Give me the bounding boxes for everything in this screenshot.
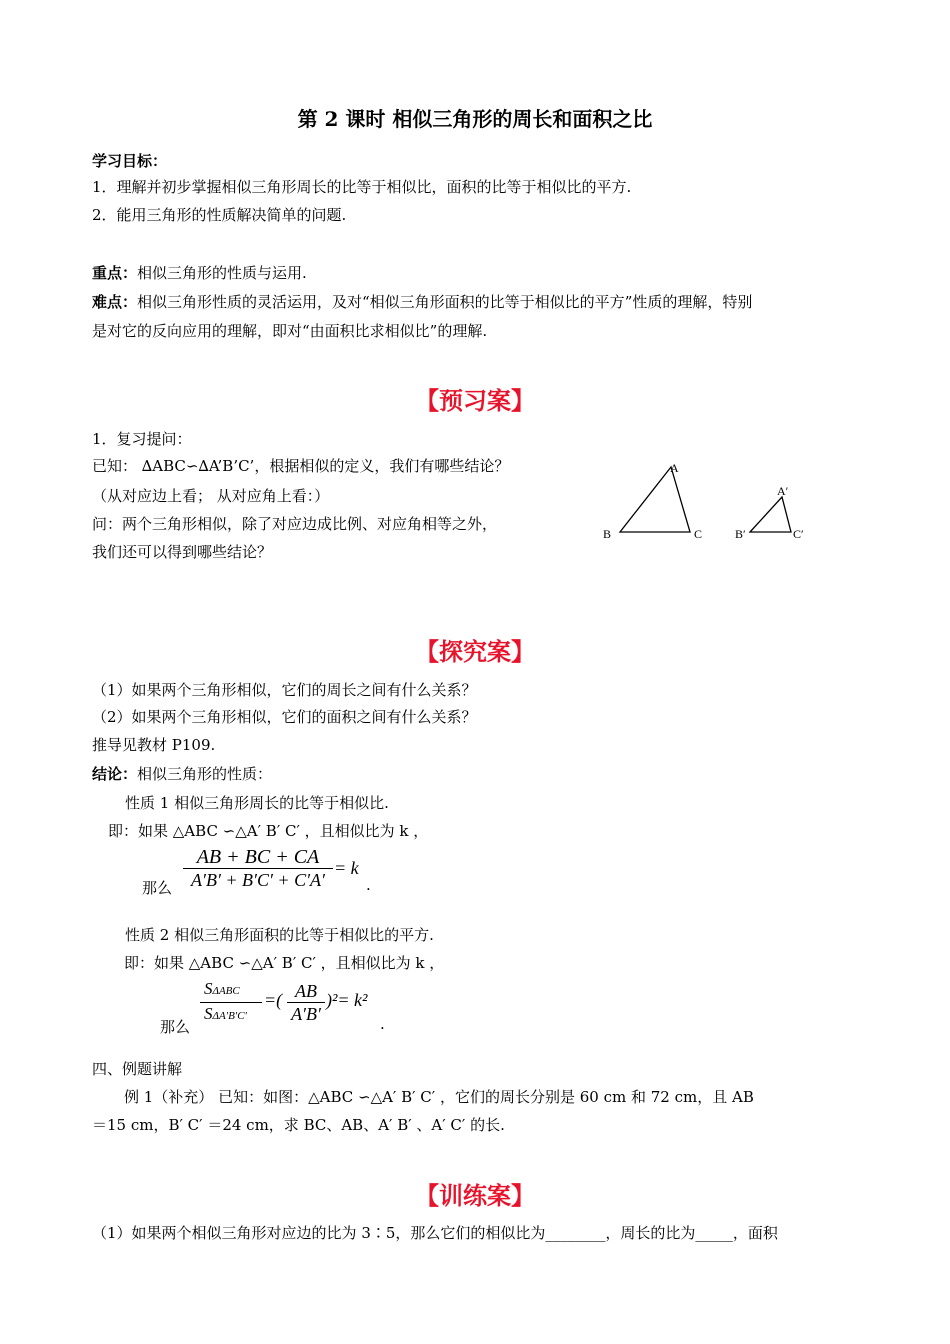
- area-denominator: [200, 1003, 262, 1027]
- page-title: 第 2 课时 相似三角形的周长和面积之比: [297, 107, 653, 131]
- area-subscript: ΔABC: [212, 985, 240, 997]
- examples-heading: 四、例题讲解: [92, 1060, 183, 1078]
- conclusion: [92, 763, 272, 784]
- property-2-then: 那么: [160, 1018, 191, 1036]
- explore-q2: （2）如果两个三角形相似，它们的面积之间有什么关系？: [92, 708, 477, 726]
- similar-triangles-figure: [595, 455, 825, 550]
- example-1-line-cont: ＝15 cm，B′ C′ ＝24 cm，求 BC、AB、A′ B′ 、A′ C′ 的长.: [92, 1116, 505, 1134]
- fraction-numerator: AB + BC + CA: [196, 846, 320, 868]
- triangle-abc: [620, 467, 690, 532]
- area-equals-open: =(: [264, 990, 283, 1010]
- label-b: B: [603, 527, 612, 541]
- label-b-prime: B′: [735, 527, 746, 541]
- perimeter-ratio-equals-k: = k: [334, 858, 359, 878]
- label-c-prime: C′: [793, 527, 804, 541]
- property-1-then: 那么: [142, 879, 173, 897]
- section-training-heading: 【训练案】: [415, 1181, 535, 1210]
- label-a: A: [670, 461, 679, 475]
- section-explore-heading: 【探究案】: [415, 637, 535, 666]
- key-points-label: 重点：: [92, 264, 138, 282]
- key-points-text: 相似三角形的性质与运用.: [137, 264, 307, 282]
- area-ratio-fraction: [200, 978, 262, 1027]
- area-equals-k-squared: )²= k²: [326, 990, 368, 1010]
- area-numerator: [200, 978, 262, 1002]
- triangle-a1b1c1: [750, 497, 791, 532]
- difficulty-text-cont: 是对它的反向应用的理解，即对“由面积比求相似比”的理解.: [92, 322, 488, 340]
- side-denominator: A′B′: [291, 1004, 321, 1024]
- section-preview-heading: 【预习案】: [415, 386, 535, 415]
- property-2-condition: 即：如果 △ABC ∽△A′ B′ C′ ，且相似比为 k ，: [124, 954, 445, 972]
- period: .: [366, 876, 371, 894]
- side-numerator: AB: [295, 981, 317, 1001]
- training-q1: （1）如果两个相似三角形对应边的比为 3∶5，那么它们的相似比为________，周长的比为_____，面积: [92, 1224, 778, 1242]
- preview-known: 已知： ∆ABC∽∆A’B’C’，根据相似的定义，我们有哪些结论？: [92, 457, 510, 475]
- label-c: C: [694, 527, 703, 541]
- area-s: S: [204, 979, 213, 998]
- property-1-title: 性质 1 相似三角形周长的比等于相似比.: [125, 794, 389, 812]
- explore-q1: （1）如果两个三角形相似，它们的周长之间有什么关系？: [92, 681, 477, 699]
- preview-ask: 问：两个三角形相似，除了对应边成比例、对应角相等之外，: [92, 515, 498, 533]
- fraction-denominator: A′B′ + B′C′ + C′A′: [191, 870, 325, 890]
- difficulty-label: 难点：: [92, 293, 138, 311]
- difficulty-text: 相似三角形性质的灵活运用，及对“相似三角形面积的比等于相似比的平方”性质的理解，特别: [137, 293, 753, 311]
- difficulty: [92, 291, 752, 312]
- conclusion-text: 相似三角形的性质：: [137, 765, 273, 783]
- preview-hint: （从对应边上看； 从对应角上看：）: [92, 487, 330, 505]
- perimeter-ratio-fraction: [183, 846, 333, 891]
- side-ratio-fraction: [287, 980, 325, 1025]
- period: .: [380, 1015, 385, 1033]
- property-1-condition: 即：如果 △ABC ∽△A′ B′ C′ ，且相似比为 k ，: [108, 822, 429, 840]
- preview-q1: 1．复习提问：: [92, 430, 192, 448]
- objective-item: 2．能用三角形的性质解决简单的问题.: [92, 206, 347, 224]
- area-s: S: [204, 1004, 213, 1023]
- area-subscript: ΔA′B′C′: [212, 1010, 247, 1022]
- conclusion-label: 结论：: [92, 765, 138, 783]
- property-2-title: 性质 2 相似三角形面积的比等于相似比的平方.: [125, 926, 434, 944]
- example-1-line: 例 1（补充） 已知：如图：△ABC ∽△A′ B′ C′ ，它们的周长分别是 60 cm 和 72 cm，且 AB: [124, 1088, 754, 1106]
- explore-ref: 推导见教材 P109.: [92, 736, 216, 754]
- objectives-heading: 学习目标：: [92, 152, 168, 170]
- key-points: [92, 262, 307, 283]
- preview-ask-cont: 我们还可以得到哪些结论？: [92, 543, 273, 561]
- objective-item: 1．理解并初步掌握相似三角形周长的比等于相似比，面积的比等于相似比的平方.: [92, 178, 632, 196]
- label-a-prime: A′: [777, 484, 789, 498]
